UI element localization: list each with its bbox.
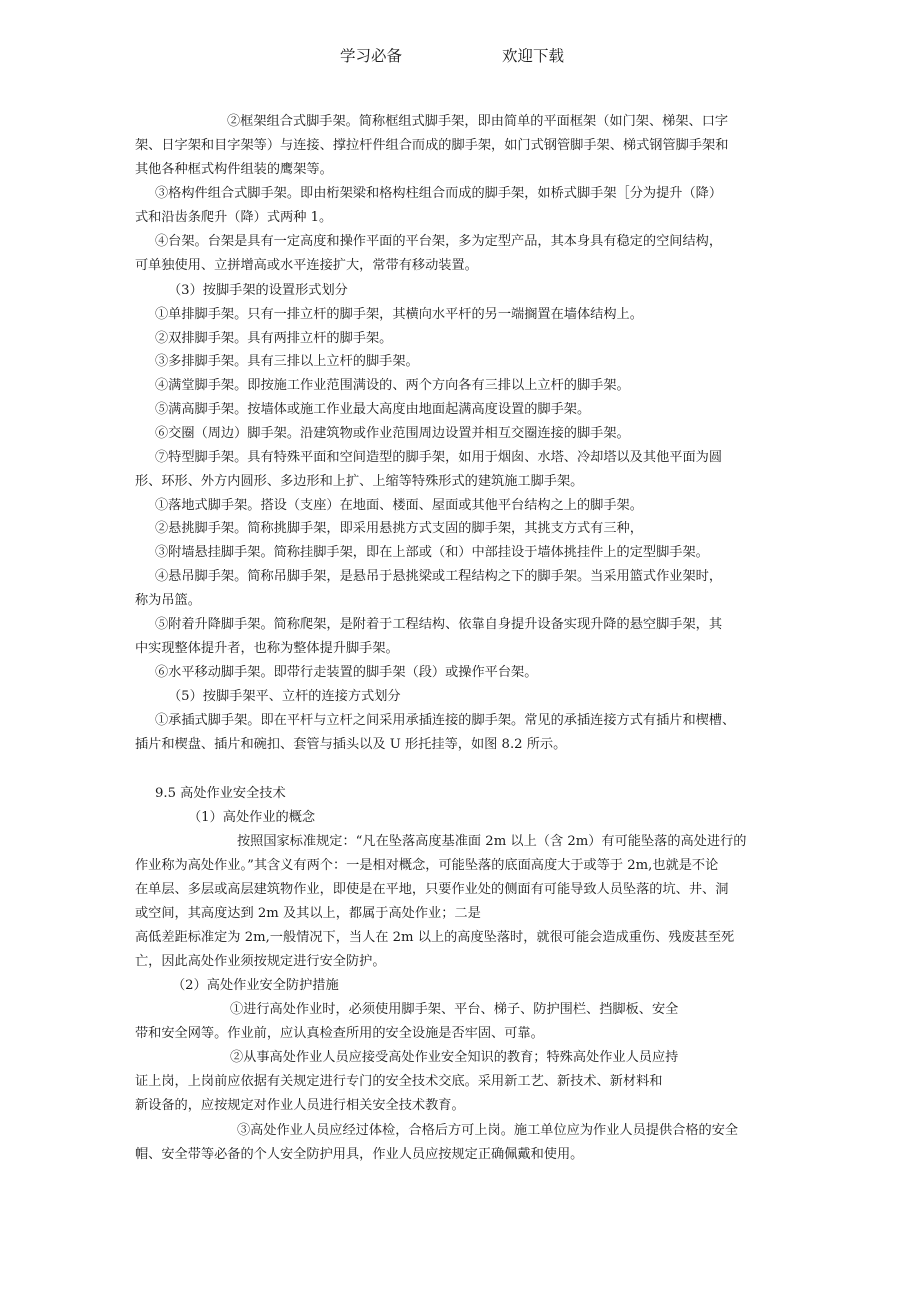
body-line: ⑤满高脚手架。按墙体或施工作业最大高度由地面起满高度设置的脚手架。 [155,402,591,417]
body-line: ①落地式脚手架。搭设（支座）在地面、楼面、屋面或其他平台结构之上的脚手架。 [155,498,643,513]
section-title: 9.5 高处作业安全技术 [155,786,286,801]
body-line: ①单排脚手架。只有一排立杆的脚手架，其横向水平杆的另一端搁置在墙体结构上。 [155,307,643,322]
body-line: 在单层、多层或高层建筑物作业，即使是在平地，只要作业处的侧面有可能导致人员坠落的坑、井、洞 [135,882,729,897]
header-right-text: 欢迎下载 [502,47,565,65]
body-line: 形、环形、外方内圆形、多边形和上扩、上缩等特殊形式的建筑施工脚手架。 [135,474,584,489]
page-header [0,44,920,66]
body-line: ⑥水平移动脚手架。即带行走装置的脚手架（段）或操作平台架。 [155,665,538,680]
section-heading: （3）按脚手架的设置形式划分 [168,283,348,298]
body-line: 带和安全网等。作业前，应认真检查所用的安全设施是否牢固、可靠。 [135,1026,544,1041]
body-line: 其他各种框式构件组装的鹰架等。 [135,162,333,177]
body-line: ③格构件组合式脚手架。即由桁架梁和格构柱组合而成的脚手架，如桥式脚手架［分为提升（降） [155,186,723,201]
body-line: ③高处作业人员应经过体检，合格后方可上岗。施工单位应为作业人员提供合格的安全 [237,1123,739,1138]
body-line: ⑤附着升降脚手架。简称爬架，是附着于工程结构、依靠自身提升设备实现升降的悬空脚手架，其 [155,617,723,632]
body-line: ③多排脚手架。具有三排以上立杆的脚手架。 [155,354,419,369]
body-line: ④满堂脚手架。即按施工作业范围满设的、两个方向各有三排以上立杆的脚手架。 [155,378,630,393]
body-line: ④悬吊脚手架。简称吊脚手架，是悬吊于悬挑梁或工程结构之下的脚手架。当采用篮式作业架时， [155,569,723,584]
section-heading: （1）高处作业的概念 [188,810,316,825]
body-line: 中实现整体提升者，也称为整体提升脚手架。 [135,641,399,656]
body-line: ①进行高处作业时，必须使用脚手架、平台、梯子、防护围栏、挡脚板、安全 [230,1002,679,1017]
body-line: 可单独使用、立拼增高或水平连接扩大，常带有移动装置。 [135,258,478,273]
body-line: 插片和楔盘、插片和碗扣、套管与插头以及 U 形托挂等，如图 8.2 所示。 [135,737,567,752]
body-line: ①承插式脚手架。即在平杆与立杆之间采用承插连接的脚手架。常见的承插连接方式有插片和楔槽、 [155,713,736,728]
body-line: 作业称为高处作业。”其含义有两个：一是相对概念，可能坠落的底面高度大于或等于 2m,也就是不论 [135,858,719,873]
body-line: ⑥交圈（周边）脚手架。沿建筑物或作业范围周边设置并相互交圈连接的脚手架。 [155,426,630,441]
body-line: 称为吊篮。 [135,593,201,608]
body-line: 帽、安全带等必备的个人安全防护用具，作业人员应按规定正确佩戴和使用。 [135,1147,584,1162]
body-line: ②框架组合式脚手架。简称框组式脚手架，即由简单的平面框架（如门架、梯架、口字 [227,114,729,129]
body-line: 新设备的，应按规定对作业人员进行相关安全技术教育。 [135,1098,465,1113]
body-line: ③附墙悬挂脚手架。简称挂脚手架，即在上部或（和）中部挂设于墙体挑挂件上的定型脚手架。 [155,545,709,560]
section-heading: （2）高处作业安全防护措施 [172,978,339,993]
header-left-text: 学习必备 [340,47,403,65]
body-line: ⑦特型脚手架。具有特殊平面和空间造型的脚手架，如用于烟囱、水塔、冷却塔以及其他平面为圆 [155,450,723,465]
body-line: ②从事高处作业人员应接受高处作业安全知识的教育；特殊高处作业人员应持 [230,1050,679,1065]
body-line: ②悬挑脚手架。简称挑脚手架，即采用悬挑方式支固的脚手架，其挑支方式有三种， [155,521,643,536]
body-line: 架、日字架和目字架等）与连接、撑拉杆件组合而成的脚手架，如门式钢管脚手架、梯式钢管脚手架和 [135,138,729,153]
section-heading: （5）按脚手架平、立杆的连接方式划分 [168,689,401,704]
body-line: 亡，因此高处作业须按规定进行安全防护。 [135,954,386,969]
body-line: ④台架。台架是具有一定高度和操作平面的平台架，多为定型产品，其本身具有稳定的空间结构， [155,234,723,249]
body-line: 式和沿齿条爬升（降）式两种 1。 [135,210,333,225]
body-line: 高低差距标准定为 2m,一般情况下，当人在 2m 以上的高度坠落时，就很可能会造成重伤、残废甚至死 [135,930,735,945]
body-line: 证上岗，上岗前应依据有关规定进行专门的安全技术交底。采用新工艺、新技术、新材料和 [135,1074,663,1089]
body-line: ②双排脚手架。具有两排立杆的脚手架。 [155,331,393,346]
body-line: 或空间，其高度达到 2m 及其以上，都属于高处作业；二是 [135,906,481,921]
body-line: 按照国家标准规定：“凡在坠落高度基准面 2m 以上（含 2m）有可能坠落的高处进行的 [237,834,747,849]
